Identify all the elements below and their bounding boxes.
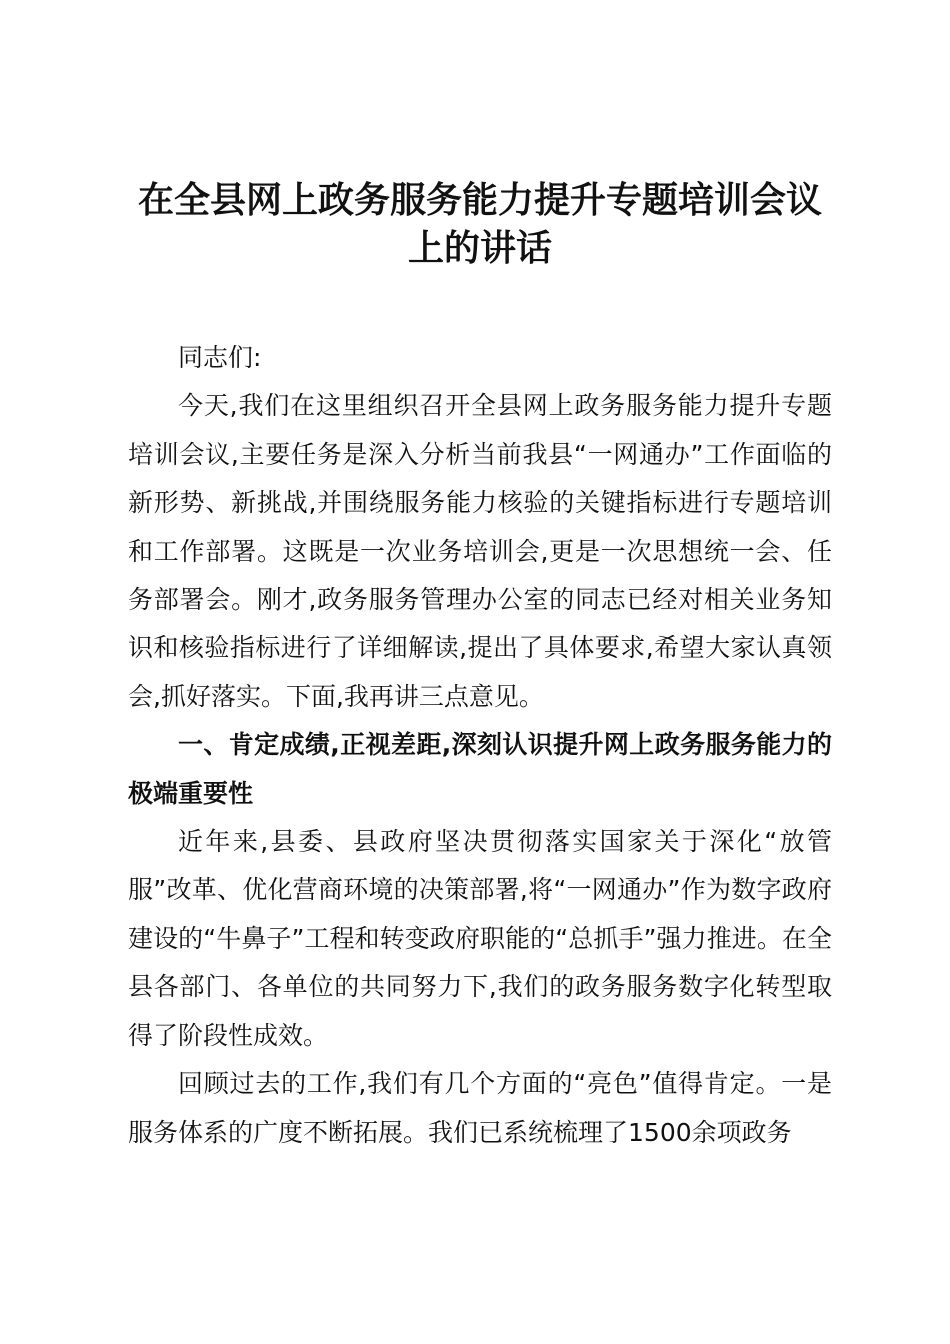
paragraph-review: 回顾过去的工作,我们有几个方面的“亮色”值得肯定。一是服务体系的广度不断拓展。我们已系统梳理了1500余项政务 — [128, 1069, 832, 1147]
document-body — [128, 334, 832, 1157]
salutation: 同志们: — [178, 343, 262, 372]
paragraph-achievements: 近年来,县委、县政府坚决贯彻落实国家关于深化“放管服”改革、优化营商环境的决策部署,将“一网通办”作为数字政府建设的“牛鼻子”工程和转变政府职能的“总抓手”强力推进。在全县各部门、各单位的共同努力下,我们的政务服务数字化转型取得了阶段性成效。 — [128, 827, 832, 1050]
document-title: 在全县网上政务服务能力提升专题培训会议上的讲话 — [137, 179, 822, 269]
paragraph-intro: 今天,我们在这里组织召开全县网上政务服务能力提升专题培训会议,主要任务是深入分析当前我县“一网通办”工作面临的新形势、新挑战,并围绕服务能力核验的关键指标进行专题培训和工作部署。这既是一次业务培训会,更是一次思想统一会、任务部署会。刚才,政务服务管理办公室的同志已经对相关业务知识和核验指标进行了详细解读,提出了具体要求,希望大家认真领会,抓好落实。下面,我再讲三点意见。 — [128, 391, 832, 711]
section-heading-1: 一、肯定成绩,正视差距,深刻认识提升网上政务服务能力的极端重要性 — [128, 730, 832, 808]
